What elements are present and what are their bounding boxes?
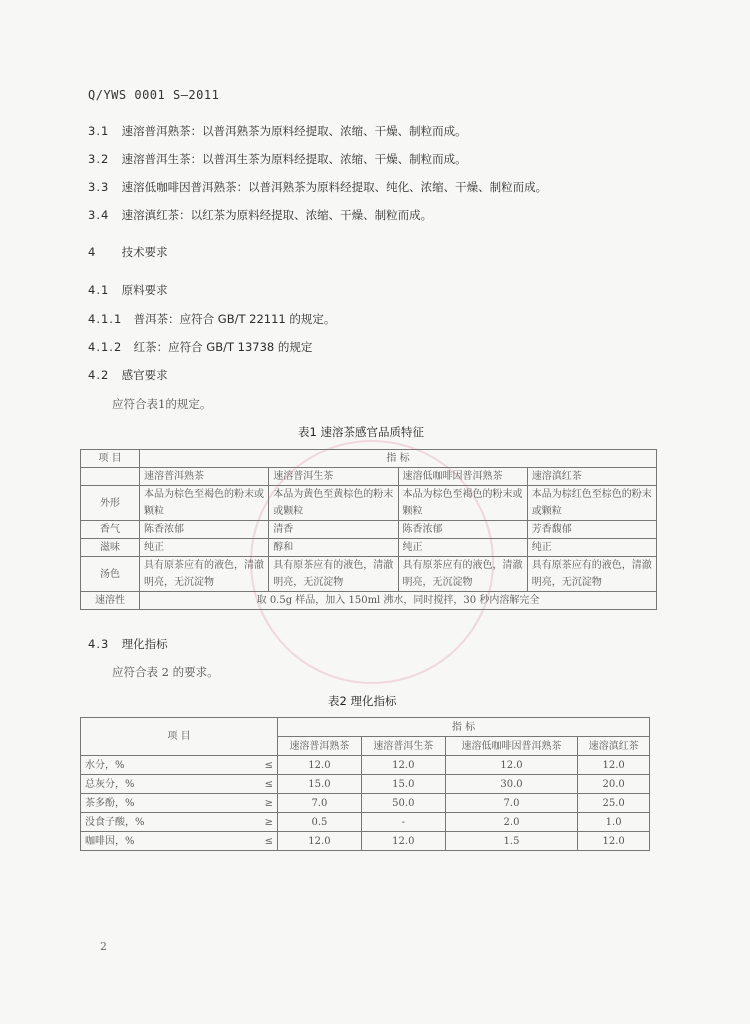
table-cell: 具有原茶应有的液色，清澈明亮，无沉淀物 [269,557,398,592]
table-cell: 醇和 [269,539,398,557]
row-label: 滋味 [81,539,140,557]
table-cell: 1.0 [578,813,650,832]
table-cell: 本品为棕红色至棕色的粉末或颗粒 [527,486,656,521]
table-cell: 20.0 [578,775,650,794]
section-4-1-heading: 4.1 原料要求 [88,283,168,297]
table2-index-header: 指 标 [278,718,650,737]
table1-col-header: 速溶滇红茶 [527,468,656,486]
table-cell: 具有原茶应有的液色，清澈明亮，无沉淀物 [527,557,656,592]
table-row [81,756,650,775]
table-cell: 清香 [269,521,398,539]
table2-col-header: 速溶普洱熟茶 [278,737,362,756]
row-label: 汤色 [81,557,140,592]
def-3-1: 3.1 速溶普洱熟茶：以普洱熟茶为原料经提取、浓缩、干燥、制粒而成。 [88,124,467,138]
table-cell: 7.0 [445,794,578,813]
table-row [81,813,650,832]
table2-item-header: 项 目 [81,718,278,756]
table2-caption: 表2 理化指标 [328,694,397,708]
table1-col-header: 速溶普洱生茶 [269,468,398,486]
table-cell: 纯正 [398,539,527,557]
table-cell: 30.0 [445,775,578,794]
table1-caption: 表1 速溶茶感官品质特征 [298,425,424,439]
table-row [81,539,657,557]
section-4-1-1: 4.1.1 普洱茶：应符合 GB/T 22111 的规定。 [88,312,336,326]
table-cell: 50.0 [361,794,445,813]
table-cell: 纯正 [140,539,269,557]
table-cell: 纯正 [527,539,656,557]
comparison-symbol: ≤ [249,775,278,794]
table-cell: 陈香浓郁 [140,521,269,539]
table-row [81,775,650,794]
table-row [81,486,657,521]
table-cell: 12.0 [361,832,445,851]
table-row [81,832,650,851]
table1-item-header: 项 目 [81,450,140,468]
row-label: 速溶性 [81,592,140,610]
table-cell: 12.0 [361,756,445,775]
physicochemical-table [80,717,650,851]
row-label: 外形 [81,486,140,521]
comparison-symbol: ≤ [249,756,278,775]
table-cell: 陈香浓郁 [398,521,527,539]
table2-col-header: 速溶普洱生茶 [361,737,445,756]
comparison-symbol: ≥ [249,813,278,832]
table-row [81,794,650,813]
def-3-4: 3.4 速溶滇红茶：以红茶为原料经提取、浓缩、干燥、制粒而成。 [88,208,433,222]
comparison-symbol: ≥ [249,794,278,813]
def-3-3: 3.3 速溶低咖啡因普洱熟茶：以普洱熟茶为原料经提取、纯化、浓缩、干燥、制粒而成。 [88,180,548,194]
table2-col-header: 速溶低咖啡因普洱熟茶 [445,737,578,756]
row-label: 香气 [81,521,140,539]
table1-index-header: 指 标 [140,450,657,468]
table1-col-header: 速溶普洱熟茶 [140,468,269,486]
table-cell: 0.5 [278,813,362,832]
sensory-table [80,449,657,610]
table-cell: 具有原茶应有的液色，清澈明亮，无沉淀物 [140,557,269,592]
table-row [81,557,657,592]
row-label: 茶多酚，% [81,794,250,813]
table-cell: 25.0 [578,794,650,813]
table-cell: 本品为棕色至褐色的粉末或颗粒 [398,486,527,521]
table-cell: 本品为黄色至黄棕色的粉末或颗粒 [269,486,398,521]
def-3-2: 3.2 速溶普洱生茶：以普洱生茶为原料经提取、浓缩、干燥、制粒而成。 [88,152,467,166]
section-4-1-2: 4.1.2 红茶：应符合 GB/T 13738 的规定 [88,340,313,354]
table-cell: 具有原茶应有的液色，清澈明亮，无沉淀物 [398,557,527,592]
table-cell: 7.0 [278,794,362,813]
page-number: 2 [100,940,107,953]
table-cell: 12.0 [278,756,362,775]
row-label: 总灰分，% [81,775,250,794]
table2-col-header: 速溶滇红茶 [578,737,650,756]
table-row [81,521,657,539]
table-cell: 12.0 [578,756,650,775]
row-label: 咖啡因，% [81,832,250,851]
table-cell: 2.0 [445,813,578,832]
table-cell: 芳香馥郁 [527,521,656,539]
row-label: 水分，% [81,756,250,775]
table-row [81,592,657,610]
table-cell: 取 0.5g 样品，加入 150ml 沸水，同时搅拌，30 秒内溶解完全 [140,592,657,610]
table-cell: 12.0 [278,832,362,851]
section-4-3-body: 应符合表 2 的要求。 [112,665,219,679]
section-4-2-body: 应符合表1的规定。 [112,397,212,411]
section-4-heading: 4 技术要求 [88,245,168,259]
table-cell: 1.5 [445,832,578,851]
table-cell: - [361,813,445,832]
row-label: 没食子酸，% [81,813,250,832]
section-4-3-heading: 4.3 理化指标 [88,637,168,651]
standard-code: Q/YWS 0001 S—2011 [88,88,220,102]
table-cell: 15.0 [361,775,445,794]
section-4-2-heading: 4.2 感官要求 [88,368,168,382]
table-cell: 本品为棕色至褐色的粉末或颗粒 [140,486,269,521]
table1-col-header: 速溶低咖啡因普洱熟茶 [398,468,527,486]
table-cell: 12.0 [445,756,578,775]
table-cell: 15.0 [278,775,362,794]
table-cell: 12.0 [578,832,650,851]
comparison-symbol: ≤ [249,832,278,851]
